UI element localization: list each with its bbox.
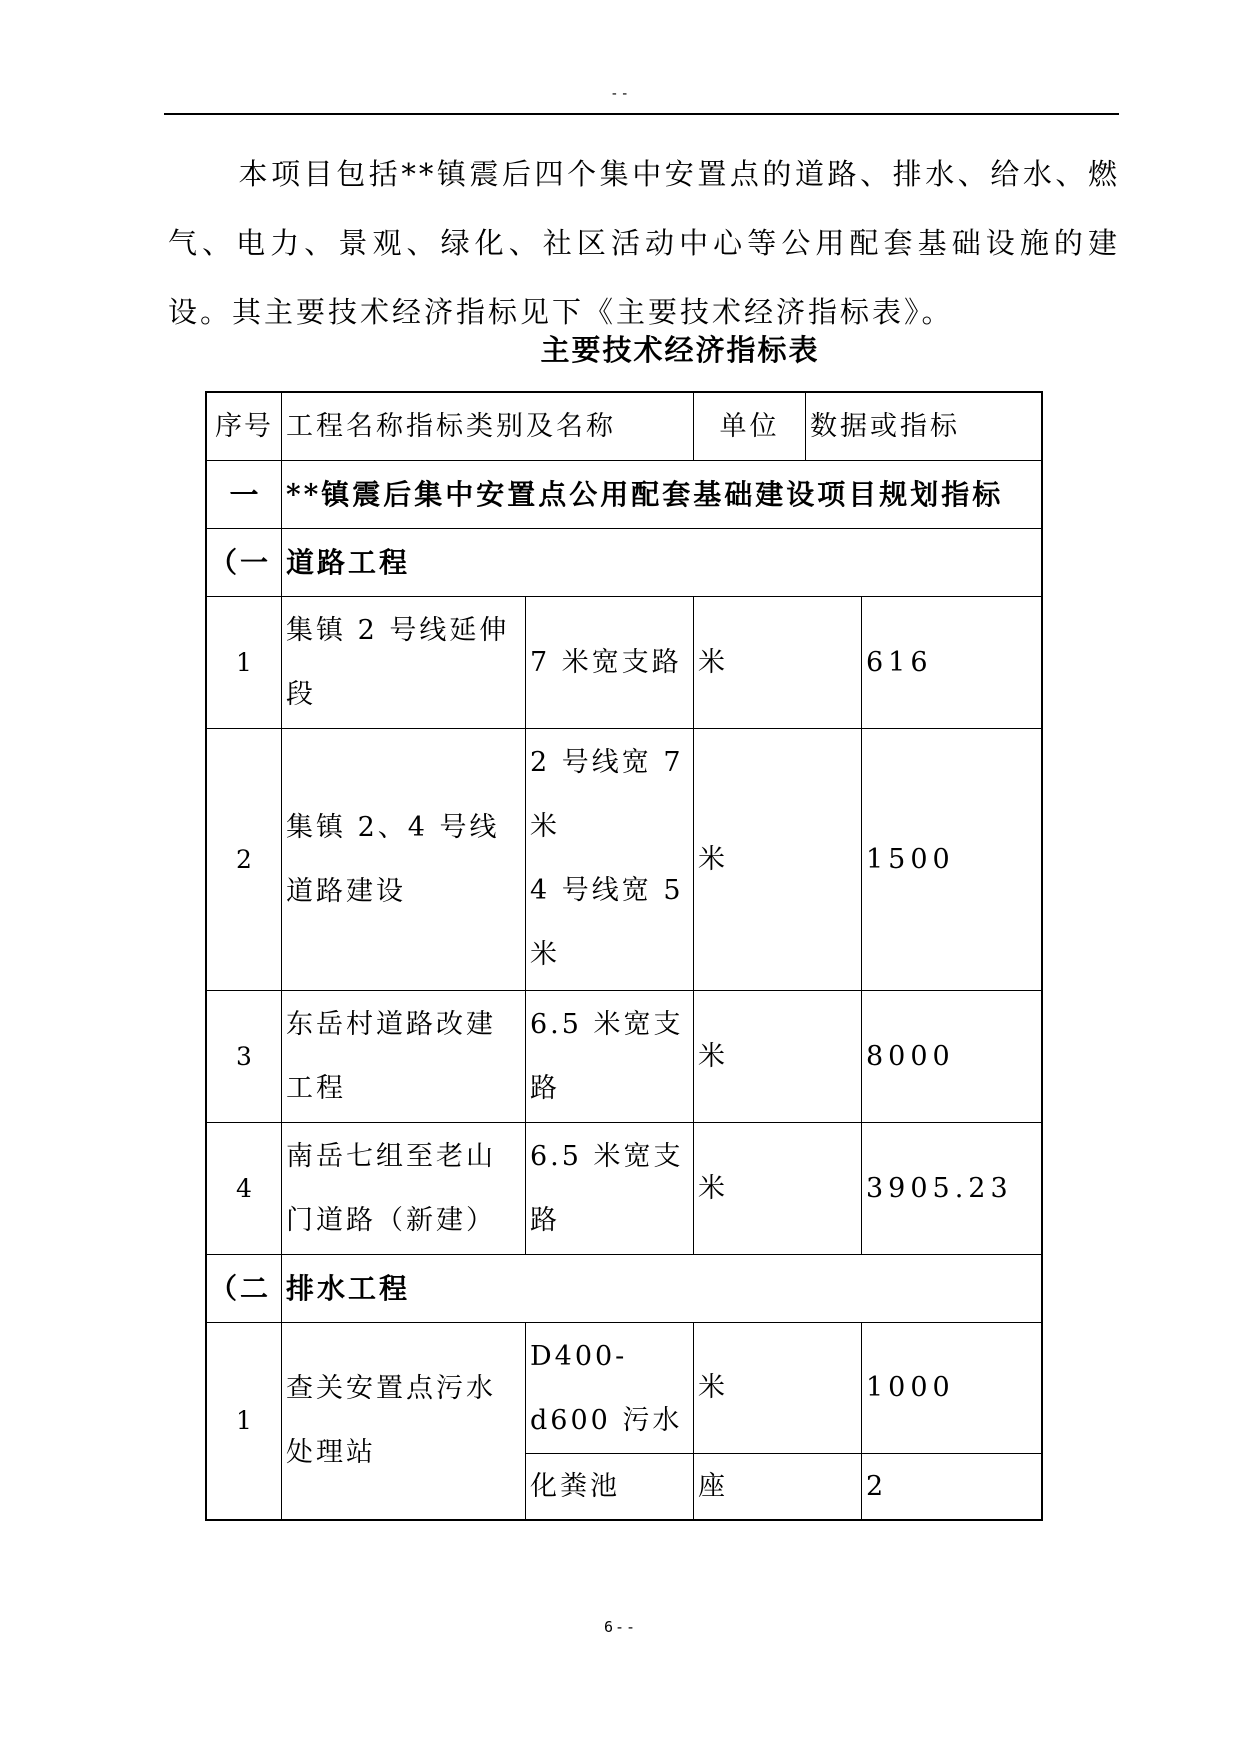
row-spec: 6.5 米宽支路	[525, 991, 693, 1122]
header-name: 工程名称指标类别及名称	[281, 393, 693, 460]
section-main-row	[207, 461, 1041, 529]
row-name: 集镇 2 号线延伸段	[281, 597, 525, 728]
row-unit: 米	[693, 1123, 861, 1254]
row-seq: 3	[236, 1041, 252, 1071]
group-road-seq: （一	[209, 545, 272, 579]
header-value: 数据或指标	[805, 393, 1041, 460]
group-drain-row	[207, 1255, 1041, 1323]
drain-sub2-unit: 座	[693, 1453, 861, 1519]
row-spec: 7 米宽支路	[525, 597, 693, 728]
header-unit: 单位	[693, 393, 805, 460]
header-seq: 序号	[215, 410, 273, 442]
row-value: 1500	[861, 729, 1041, 990]
table-title: 主要技术经济指标表	[540, 333, 820, 367]
row-seq: 4	[236, 1173, 252, 1203]
table-row	[207, 597, 1041, 729]
header-rule	[164, 113, 1119, 115]
row-value: 8000	[861, 991, 1041, 1122]
row-seq: 1	[236, 647, 252, 677]
drain-sub2-value: 2	[861, 1453, 1041, 1519]
row-spec	[525, 729, 693, 990]
table-row	[207, 729, 1041, 991]
row-spec-line-b: 4 号线宽 5 米	[530, 875, 684, 970]
table-row	[207, 991, 1041, 1123]
row-seq: 2	[236, 844, 252, 874]
section-main-label: **镇震后集中安置点公用配套基础建设项目规划指标	[281, 461, 1041, 528]
row-unit: 米	[693, 991, 861, 1122]
row-unit: 米	[693, 597, 861, 728]
drain-sub1-spec: D400-d600 污水	[525, 1323, 693, 1453]
drain-sub1-value: 1000	[861, 1323, 1041, 1453]
row-name: 南岳七组至老山门道路（新建）	[281, 1123, 525, 1254]
drain-row-seq: 1	[236, 1406, 252, 1435]
section-main-seq: 一	[229, 477, 259, 512]
group-drain-label: 排水工程	[281, 1255, 1041, 1322]
header-mark: --	[610, 86, 631, 102]
table-row	[207, 1123, 1041, 1255]
row-name: 集镇 2、4 号线道路建设	[281, 729, 525, 990]
group-road-label: 道路工程	[281, 529, 1041, 596]
row-value: 3905.23	[861, 1123, 1041, 1254]
group-drain-seq: （二	[209, 1271, 272, 1305]
drain-sub2-spec: 化粪池	[525, 1453, 693, 1519]
intro-text: 本项目包括**镇震后四个集中安置点的道路、排水、给水、燃气、电力、景观、绿化、社区活动中心等公用配套基础设施的建设。其主要技术经济指标见下《主要技术经济指标表》。	[168, 157, 1120, 329]
row-unit: 米	[693, 729, 861, 990]
row-name: 东岳村道路改建工程	[281, 991, 525, 1122]
drain-sub1-unit: 米	[693, 1323, 861, 1453]
group-road-row	[207, 529, 1041, 597]
table-header-row	[207, 393, 1041, 461]
intro-paragraph	[168, 140, 1120, 347]
indicator-table	[205, 391, 1043, 1521]
page-number: 6--	[603, 1618, 638, 1636]
row-value: 616	[861, 597, 1041, 728]
drain-row-name: 查关安置点污水处理站	[281, 1323, 525, 1519]
row-spec-line-a: 2 号线宽 7 米	[530, 747, 684, 842]
drain-table-row	[207, 1323, 1041, 1519]
row-spec: 6.5 米宽支路	[525, 1123, 693, 1254]
